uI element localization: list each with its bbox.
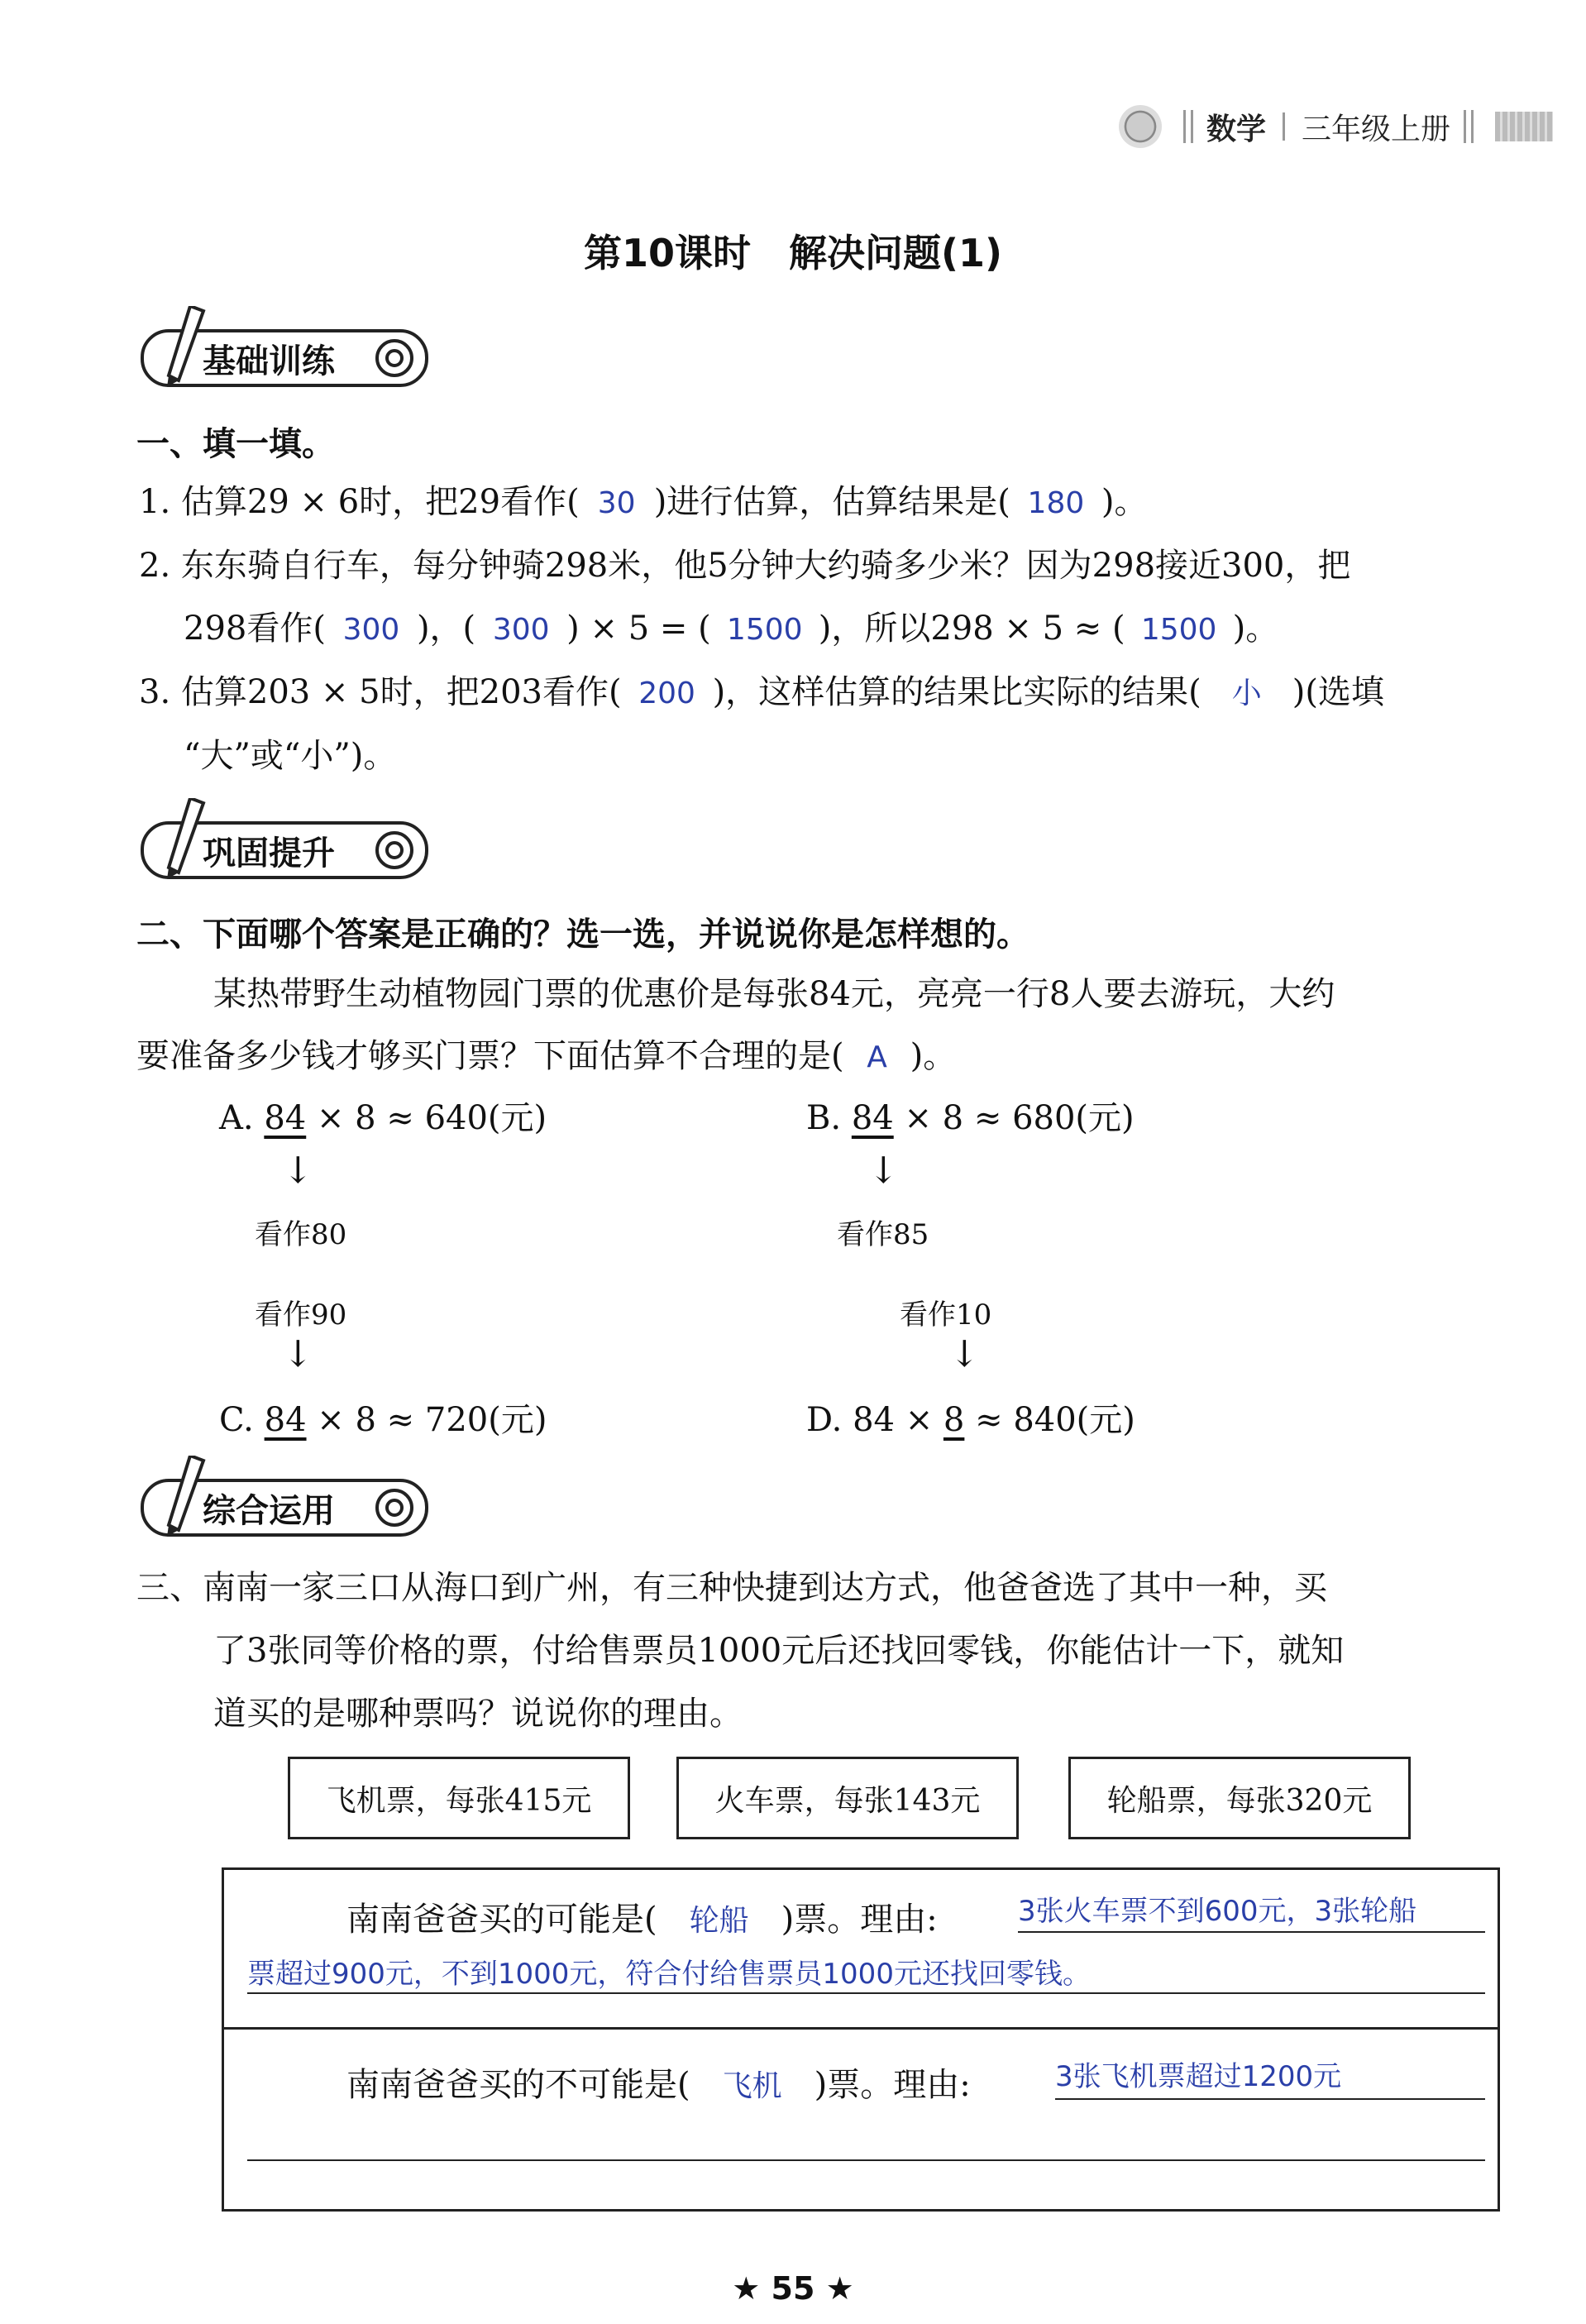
section2-heading: 二、下面哪个答案是正确的？选一选，并说说你是怎样想的。: [136, 916, 1029, 954]
q2-answer-3[interactable]: 1500: [726, 613, 803, 647]
section3-line-2: 了3张同等价格的票，付给售票员1000元后还找回零钱，你能估计一下，就知: [213, 1632, 1345, 1670]
q3-text: 3. 估算203 × 5时，把203看作(: [139, 673, 622, 711]
problem-line-2: [136, 1030, 956, 1077]
option-expr: × 8 ≈ 680(元): [893, 1099, 1135, 1137]
option-label: C.: [219, 1401, 254, 1439]
box-divider: [224, 2027, 1498, 2030]
q2-text: 298看作(: [184, 610, 326, 648]
section-badge-basic: [132, 323, 422, 389]
answer-line: [1018, 1931, 1485, 1933]
q1-text: )。: [1101, 483, 1148, 521]
impossible-text: 南南爸爸买的不可能是(: [346, 2066, 690, 2104]
option-label: D.: [806, 1401, 843, 1439]
ring-icon: [375, 1489, 413, 1527]
subject-label: 数学: [1206, 112, 1266, 146]
q1-text: 1. 估算29 × 6时，把29看作(: [139, 483, 580, 521]
arrow-down-icon: ↓: [283, 1333, 313, 1375]
option-underlined: 84: [851, 1099, 894, 1137]
option-label: A.: [219, 1099, 254, 1137]
pencil-icon: [157, 798, 207, 881]
possible-answer[interactable]: 轮船: [689, 1904, 749, 1938]
question-2-line1: 2. 东东骑自行车，每分钟骑298米，他5分钟大约骑多少米？因为298接近300，把: [139, 547, 1351, 585]
sun-icon: [1119, 105, 1162, 148]
option-b-note: 看作85: [837, 1218, 929, 1251]
problem-text: 要准备多少钱才够买门票？下面估算不合理的是(: [136, 1037, 844, 1075]
q3-text: )(选填: [1292, 673, 1385, 711]
section2-answer[interactable]: A: [867, 1040, 887, 1074]
page-header: [1119, 98, 1553, 155]
impossible-reason-1[interactable]: 3张飞机票超过1200元: [1055, 2060, 1342, 2093]
badge-label: 综合运用: [203, 1492, 335, 1530]
problem-text: )。: [910, 1037, 957, 1075]
possible-text: 南南爸爸买的可能是(: [346, 1901, 657, 1939]
option-underlined: 8: [943, 1401, 965, 1439]
option-underlined: 84: [264, 1401, 307, 1439]
question-2-line2: [184, 602, 1278, 649]
q1-text: )进行估算，估算结果是(: [653, 483, 1010, 521]
q2-text: )，(: [416, 610, 476, 648]
q2-text: )，所以298 × 5 ≈ (: [818, 610, 1125, 648]
q2-text: ) × 5 = (: [566, 610, 711, 648]
possible-reason-1[interactable]: 3张火车票不到600元，3张轮船: [1018, 1895, 1417, 1928]
lesson-title: 第10课时 解决问题(1): [583, 231, 1003, 275]
option-a-note: 看作80: [255, 1218, 347, 1251]
impossible-answer[interactable]: 飞机: [722, 2069, 782, 2103]
option-a[interactable]: [219, 1092, 547, 1139]
arrow-down-icon: ↓: [283, 1150, 313, 1192]
option-expr: × 8 ≈ 640(元): [306, 1099, 547, 1137]
option-c[interactable]: [219, 1394, 547, 1441]
option-d[interactable]: [806, 1394, 1135, 1441]
answer-line: [1055, 2098, 1485, 2100]
q3-text: )，这样估算的结果比实际的结果(: [712, 673, 1201, 711]
arrow-down-icon: ↓: [949, 1333, 980, 1375]
arrow-down-icon: ↓: [868, 1150, 899, 1192]
q2-answer-1[interactable]: 300: [342, 613, 400, 647]
option-c-note: 看作90: [255, 1298, 347, 1332]
page-number: ★ 55 ★: [732, 2270, 854, 2307]
q2-answer-4[interactable]: 1500: [1140, 613, 1217, 647]
impossible-text: )票。理由:: [814, 2066, 971, 2104]
ring-icon: [375, 339, 413, 377]
possible-line: [346, 1893, 938, 1940]
q2-answer-2[interactable]: 300: [492, 613, 550, 647]
divider: [1183, 110, 1193, 143]
section-badge-apply: [132, 1472, 422, 1538]
q3-answer-1[interactable]: 200: [638, 677, 695, 710]
option-d-note: 看作10: [900, 1298, 992, 1332]
q2-text: )。: [1232, 610, 1279, 648]
section3-line-1: 三、南南一家三口从海口到广州，有三种快捷到达方式，他爸爸选了其中一种，买: [136, 1569, 1327, 1607]
grade-label: 三年级上册: [1301, 112, 1450, 146]
answer-box: [222, 1867, 1500, 2212]
answer-line: [247, 2159, 1485, 2161]
impossible-line: [346, 2059, 971, 2106]
ring-icon: [375, 831, 413, 869]
option-expr: ≈ 840(元): [964, 1401, 1135, 1439]
option-b[interactable]: [806, 1092, 1135, 1139]
badge-label: 巩固提升: [203, 834, 335, 873]
ticket-plane: 飞机票，每张415元: [288, 1757, 630, 1839]
q1-answer-1[interactable]: 30: [597, 486, 636, 520]
divider: [1464, 110, 1474, 143]
possible-reason-2[interactable]: 票超过900元，不到1000元，符合付给售票员1000元还找回零钱。: [247, 1958, 1091, 1991]
option-expr: × 8 ≈ 720(元): [306, 1401, 547, 1439]
question-3-line2: “大”或“小”)。: [184, 737, 397, 775]
possible-text: )票。理由:: [781, 1901, 938, 1939]
ticket-ship: 轮船票，每张320元: [1068, 1757, 1411, 1839]
q3-answer-2[interactable]: 小: [1231, 677, 1262, 710]
option-label: B.: [806, 1099, 842, 1137]
problem-line-1: 某热带野生动植物园门票的优惠价是每张84元，亮亮一行8人要去游玩，大约: [213, 975, 1335, 1013]
ticket-train: 火车票，每张143元: [676, 1757, 1019, 1839]
section-badge-consolidate: [132, 815, 422, 881]
section1-heading: 一、填一填。: [136, 425, 335, 463]
badge-label: 基础训练: [203, 342, 335, 380]
answer-line: [247, 1992, 1485, 1994]
header-block: [1495, 112, 1553, 141]
q1-answer-2[interactable]: 180: [1027, 486, 1085, 520]
question-1: [139, 476, 1148, 523]
question-3: [139, 666, 1384, 713]
option-expr: 84 ×: [853, 1401, 943, 1439]
divider: [1283, 112, 1285, 141]
pencil-icon: [157, 1456, 207, 1538]
option-underlined: 84: [264, 1099, 307, 1137]
section3-line-3: 道买的是哪种票吗？说说你的理由。: [213, 1695, 743, 1733]
pencil-icon: [157, 306, 207, 389]
